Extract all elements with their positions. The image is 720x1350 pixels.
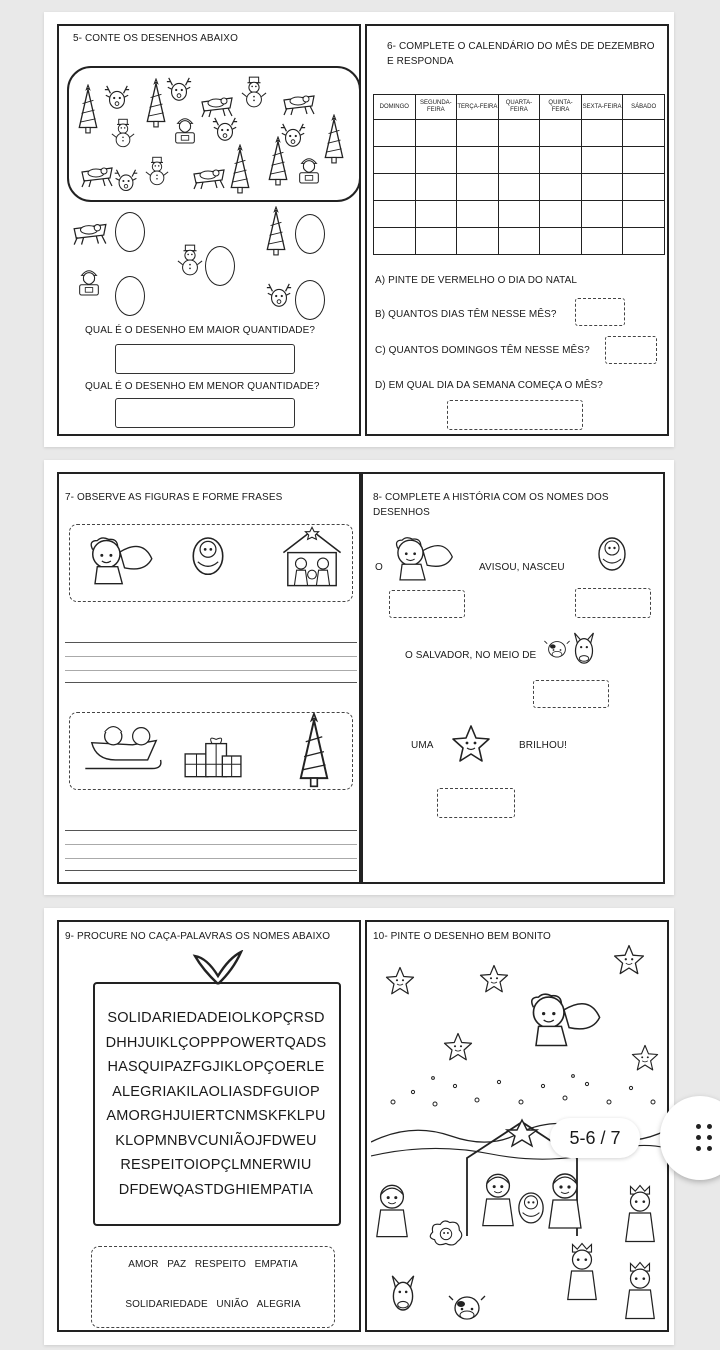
christmas-tree-icon [265, 206, 287, 256]
question-d-start-weekday: D) EM QUAL DIA DA SEMANA COMEÇA O MÊS? [375, 380, 603, 391]
cow-icon [447, 1294, 487, 1324]
writing-line [65, 844, 357, 845]
calendar-cell[interactable] [540, 201, 582, 228]
answer-box-baby[interactable] [575, 588, 651, 618]
king-icon [563, 1242, 601, 1302]
answer-box-animals[interactable] [533, 680, 609, 708]
calendar-cell[interactable] [623, 228, 665, 255]
shepherd-icon [373, 1180, 411, 1240]
calendar-day-header: TERÇA-FEIRA [457, 95, 499, 120]
cow-icon [543, 638, 571, 662]
calendar-cell[interactable] [498, 120, 540, 147]
nativity-scene-icon [279, 526, 345, 588]
word-list-row-2: SOLIDARIEDADE UNIÃO ALEGRIA [125, 1299, 301, 1310]
calendar-cell[interactable] [540, 174, 582, 201]
question-least-drawing: QUAL É O DESENHO EM MENOR QUANTIDADE? [85, 381, 320, 392]
mary-icon [545, 1170, 585, 1230]
christmas-tree-icon [229, 144, 251, 194]
baby-jesus-icon [597, 534, 627, 572]
calendar-day-header: SÁBADO [623, 95, 665, 120]
calendar-cell[interactable] [457, 228, 499, 255]
calendar-week-row [374, 120, 665, 147]
writing-line [65, 642, 357, 643]
manger-icon [281, 92, 317, 116]
snowman-icon [241, 76, 267, 108]
star-icon [443, 1032, 473, 1062]
christmas-tree-icon [77, 84, 99, 134]
manger-icon [79, 164, 115, 188]
calendar-cell[interactable] [457, 120, 499, 147]
santa-icon [171, 114, 199, 144]
word-search-row[interactable]: DFDEWQASTDGHIEMPATIA [118, 1181, 314, 1198]
donkey-icon [569, 632, 599, 666]
answer-box-c[interactable] [605, 336, 657, 364]
calendar-cell[interactable] [415, 147, 457, 174]
santa-icon [295, 154, 323, 184]
story-text-brilhou: BRILHOU! [519, 740, 568, 751]
santa-sleigh-icon [81, 720, 167, 774]
answer-box-most[interactable] [115, 344, 295, 374]
story-word-o: O [375, 562, 383, 573]
section-9-word-search [57, 920, 361, 1332]
calendar-cell[interactable] [623, 174, 665, 201]
angel-icon [85, 536, 155, 586]
calendar-cell[interactable] [581, 147, 623, 174]
writing-line [65, 870, 357, 871]
calendar-day-header: DOMINGO [374, 95, 416, 120]
calendar-week-row [374, 201, 665, 228]
reindeer-icon [265, 282, 293, 310]
snowman-icon [111, 118, 135, 148]
section-10-title: 10- PINTE O DESENHO BEM BONITO [373, 931, 551, 942]
calendar-cell[interactable] [415, 174, 457, 201]
santa-icon [75, 266, 103, 296]
calendar-cell[interactable] [374, 147, 416, 174]
gifts-icon [181, 732, 243, 780]
section-5-title: 5- CONTE OS DESENHOS ABAIXO [73, 33, 238, 44]
calendar-cell[interactable] [457, 147, 499, 174]
word-search-row[interactable]: DHHJUIKLÇOPPPOWERTQADS [105, 1034, 327, 1051]
section-7-form-sentences [57, 472, 361, 884]
calendar-cell[interactable] [540, 228, 582, 255]
calendar-day-header: QUINTA-FEIRA [540, 95, 582, 120]
question-c-sundays: C) QUANTOS DOMINGOS TÊM NESSE MÊS? [375, 345, 590, 356]
section-5-count-drawings [57, 24, 361, 436]
christmas-tree-icon [267, 136, 289, 186]
reindeer-icon [211, 116, 239, 144]
calendar-cell[interactable] [374, 174, 416, 201]
manger-icon [71, 220, 109, 246]
section-6-title-line1: 6- COMPLETE O CALENDÁRIO DO MÊS DE DEZEMBRO [387, 41, 655, 52]
count-oval-tree[interactable] [295, 214, 325, 254]
section-7-title: 7- OBSERVE AS FIGURAS E FORME FRASES [65, 492, 283, 503]
calendar-cell[interactable] [374, 228, 416, 255]
calendar-cell[interactable] [415, 201, 457, 228]
calendar-cell[interactable] [581, 201, 623, 228]
calendar-week-row [374, 147, 665, 174]
question-a-paint-christmas: A) PINTE DE VERMELHO O DIA DO NATAL [375, 275, 578, 286]
section-6-title-line2: E RESPONDA [387, 56, 454, 67]
answer-box-star[interactable] [437, 788, 515, 818]
king-icon [621, 1260, 659, 1322]
manger-icon [191, 166, 227, 190]
count-oval-manger[interactable] [115, 212, 145, 252]
sheep-icon [427, 1218, 465, 1248]
donkey-icon [387, 1274, 419, 1314]
writing-line [65, 682, 357, 683]
section-9-title: 9- PROCURE NO CAÇA-PALAVRAS OS NOMES ABAIXO [65, 931, 331, 942]
calendar-cell[interactable] [498, 201, 540, 228]
star-icon [479, 964, 509, 994]
star-icon [631, 1044, 659, 1072]
word-search-row[interactable]: SOLIDARIEDADEIOLKOPÇRSD [107, 1010, 325, 1026]
calendar-cell[interactable] [581, 228, 623, 255]
calendar-cell[interactable] [374, 201, 416, 228]
section-8-title-line1: 8- COMPLETE A HISTÓRIA COM OS NOMES DOS [373, 492, 609, 503]
word-list-row-1: AMOR PAZ RESPEITO EMPATIA [128, 1259, 298, 1270]
calendar-week-row [374, 174, 665, 201]
story-text-avisou-nasceu: AVISOU, NASCEU [479, 562, 565, 573]
writing-line [65, 830, 357, 831]
calendar-cell[interactable] [498, 228, 540, 255]
answer-box-d[interactable] [447, 400, 583, 430]
story-word-uma: UMA [411, 740, 434, 751]
calendar-cell[interactable] [498, 147, 540, 174]
christmas-tree-icon [145, 78, 167, 128]
word-search-row[interactable]: HASQUIPAZFGJIKLOPÇOERLE [107, 1059, 325, 1075]
count-oval-snowman[interactable] [205, 246, 235, 286]
baby-jesus-icon [191, 534, 225, 576]
reindeer-icon [113, 168, 139, 194]
angel-icon [391, 536, 455, 582]
calendar-cell[interactable] [623, 147, 665, 174]
calendar-cell[interactable] [623, 120, 665, 147]
calendar-day-header: QUARTA-FEIRA [498, 95, 540, 120]
word-search-row[interactable]: KLOPMNBVCUNIÃOJFDWEU [115, 1132, 317, 1149]
writing-line [65, 858, 357, 859]
calendar-header-row [374, 95, 665, 120]
word-search-row[interactable]: AMORGHJUIERTCNMSKFKLPU [106, 1108, 326, 1124]
calendar-day-header: SEGUNDA-FEIRA [415, 95, 457, 120]
baby-jesus-icon [517, 1190, 545, 1224]
calendar-cell[interactable] [374, 120, 416, 147]
page-indicator: 5-6 / 7 [550, 1118, 640, 1158]
count-oval-reindeer[interactable] [295, 280, 325, 320]
calendar-cell[interactable] [581, 120, 623, 147]
angel-icon [525, 992, 603, 1048]
calendar-cell[interactable] [581, 174, 623, 201]
star-icon [451, 724, 491, 764]
christmas-tree-icon [297, 712, 331, 788]
question-b-days-in-month: B) QUANTOS DIAS TÊM NESSE MÊS? [375, 309, 557, 320]
snowman-icon [145, 156, 169, 186]
section-8-title-line2: DESENHOS [373, 507, 430, 518]
snowman-icon [177, 244, 203, 276]
reindeer-icon [103, 84, 131, 112]
section-6-calendar [365, 24, 669, 436]
calendar-cell[interactable] [540, 120, 582, 147]
star-icon [385, 966, 415, 996]
answer-box-least[interactable] [115, 398, 295, 428]
writing-line [65, 656, 357, 657]
word-search-row[interactable]: ALEGRIAKILAOLIASDFGUIOP [112, 1083, 320, 1100]
answer-box-angel[interactable] [389, 590, 465, 618]
manger-icon [199, 94, 235, 118]
joseph-icon [479, 1170, 517, 1228]
question-most-drawing: QUAL É O DESENHO EM MAIOR QUANTIDADE? [85, 325, 316, 336]
christmas-tree-icon [323, 114, 345, 164]
star-icon [613, 944, 645, 976]
snow-dots-decoration [373, 1072, 663, 1112]
calendar-cell[interactable] [457, 201, 499, 228]
december-calendar-grid [373, 94, 665, 255]
calendar-cell[interactable] [498, 174, 540, 201]
calendar-day-header: SEXTA-FEIRA [581, 95, 623, 120]
section-8-complete-story [361, 472, 665, 884]
calendar-cell[interactable] [540, 147, 582, 174]
reindeer-icon [165, 76, 193, 104]
count-oval-santa[interactable] [115, 276, 145, 316]
calendar-cell[interactable] [457, 174, 499, 201]
story-text-salvador: O SALVADOR, NO MEIO DE [405, 650, 537, 661]
answer-box-b[interactable] [575, 298, 625, 326]
worksheet-page-1 [44, 12, 674, 447]
worksheet-page-2 [44, 460, 674, 895]
gift-bow-icon [189, 950, 247, 986]
calendar-cell[interactable] [415, 228, 457, 255]
calendar-cell[interactable] [415, 120, 457, 147]
calendar-cell[interactable] [623, 201, 665, 228]
king-icon [621, 1184, 659, 1244]
writing-line [65, 670, 357, 671]
calendar-week-row [374, 228, 665, 255]
word-search-row[interactable]: RESPEITOIOPÇLMNERWIU [120, 1157, 312, 1173]
